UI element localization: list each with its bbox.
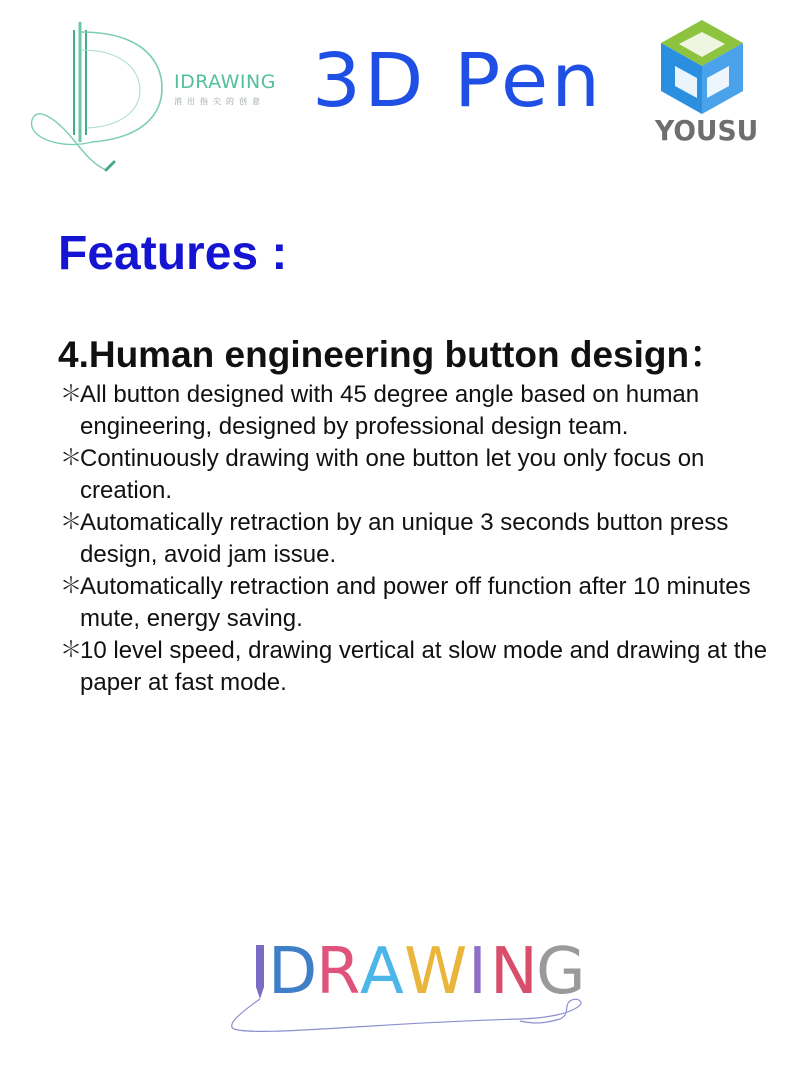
- footer-letter: R: [316, 935, 361, 1009]
- features-heading: Features :: [58, 227, 288, 280]
- footer-letter: W: [404, 935, 468, 1009]
- yousu-wordmark: YOUSU: [655, 114, 759, 147]
- yousu-hexagon-logo: [657, 14, 747, 120]
- feature-text: Automatically retraction and power off function after 10 minutes mute, energy saving.: [80, 573, 751, 632]
- feature-item: [60, 443, 790, 507]
- feature-text: All button designed with 45 degree angle based on human engineering, designed by professional design team.: [80, 381, 700, 440]
- footer-idrawing-logo: [220, 925, 590, 1035]
- asterisk-bullet-icon: ＊: [60, 510, 83, 535]
- brand-block: [174, 72, 292, 107]
- feature-item: [60, 635, 790, 699]
- brand-name: IDRAWING: [174, 71, 276, 93]
- feature-item: [60, 507, 790, 571]
- idrawing-d-logo: [22, 10, 172, 180]
- feature-text: Continuously drawing with one button let you only focus on creation.: [80, 445, 705, 504]
- footer-letter: I: [468, 935, 487, 1009]
- page-title: 3D Pen: [312, 38, 604, 124]
- feature-text: Automatically retraction by an unique 3 seconds button press design, avoid jam issue.: [80, 509, 729, 568]
- pen-i-icon: [256, 945, 264, 999]
- footer-letter: N: [490, 935, 538, 1009]
- footer-letter: D: [268, 935, 318, 1009]
- section-heading: 4.Human engineering button design：: [58, 334, 727, 375]
- asterisk-bullet-icon: ＊: [60, 638, 83, 663]
- footer-letter: A: [360, 935, 404, 1009]
- feature-item: [60, 379, 790, 443]
- feature-text: 10 level speed, drawing vertical at slow mode and drawing at the paper at fast mode.: [80, 637, 768, 696]
- feature-item: [60, 571, 790, 635]
- feature-list: [60, 379, 790, 699]
- asterisk-bullet-icon: ＊: [60, 574, 83, 599]
- brand-tagline: 消出指尖的创意: [174, 97, 265, 106]
- asterisk-bullet-icon: ＊: [60, 382, 83, 407]
- asterisk-bullet-icon: ＊: [60, 446, 83, 471]
- footer-letter: G: [536, 935, 586, 1009]
